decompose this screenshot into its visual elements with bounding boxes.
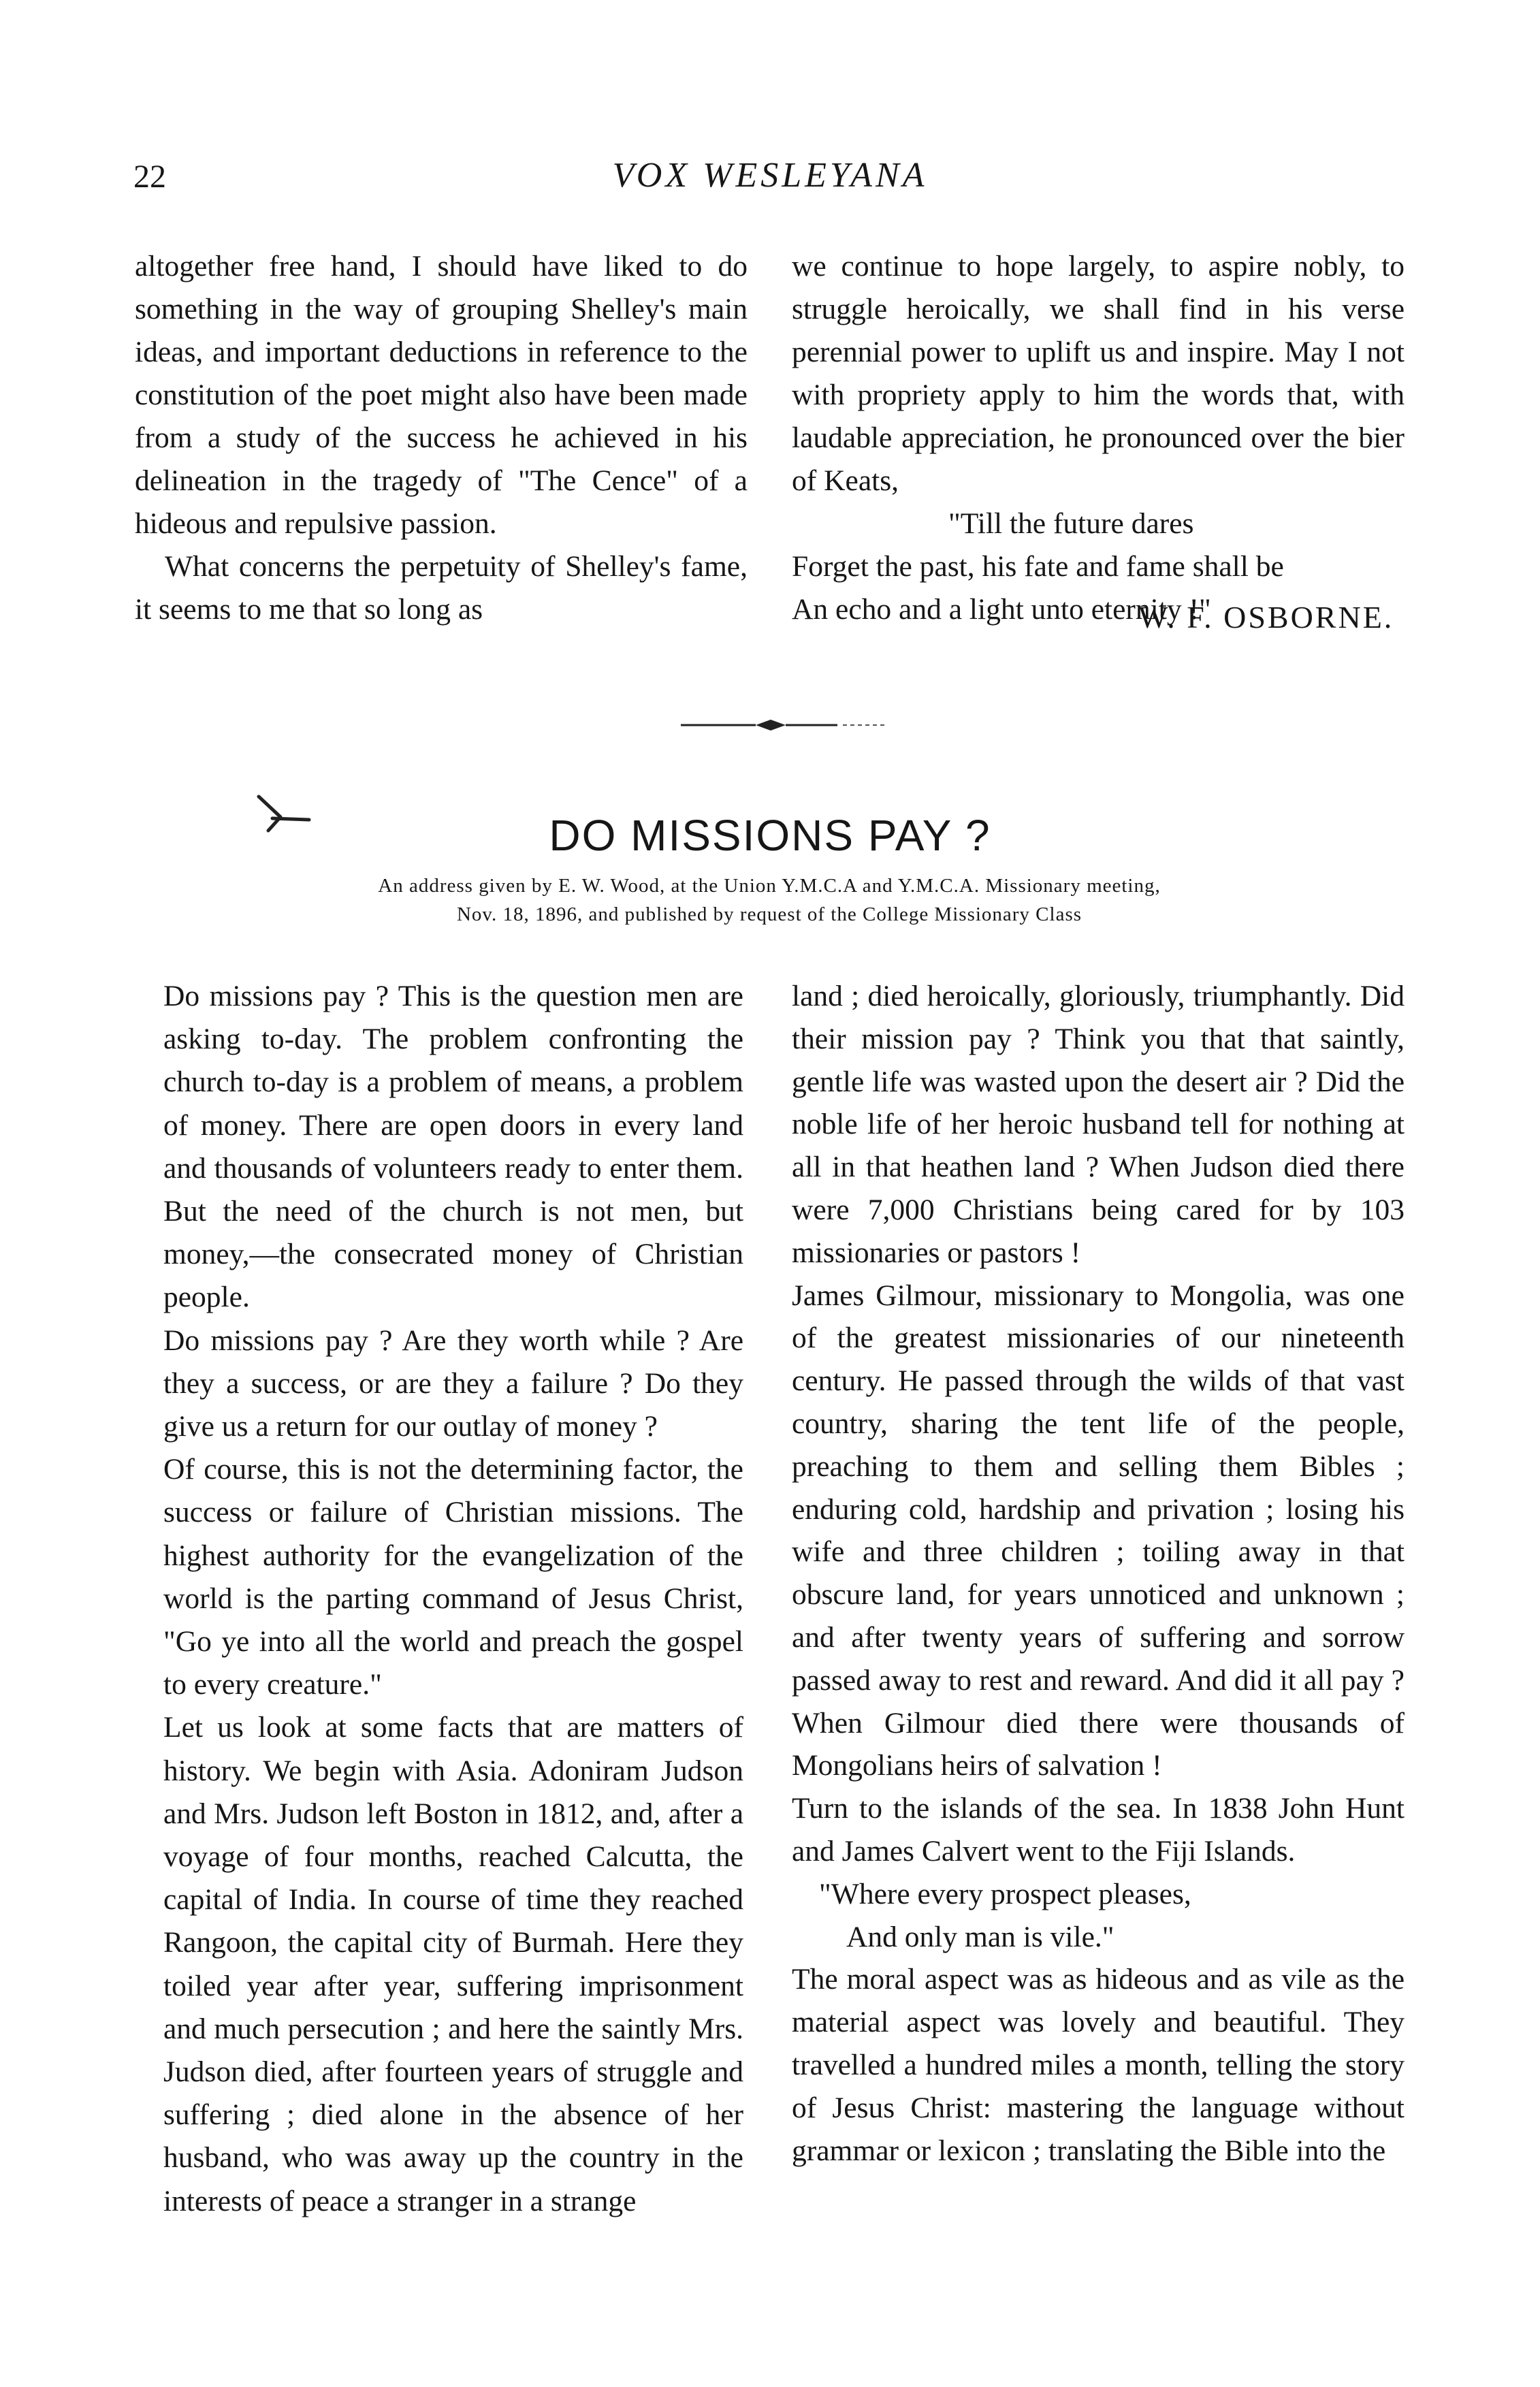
quote-line: And only man is vile." [846,1920,1114,1953]
paragraph: altogether free hand, I should have liked to do something in the way of grouping Shelley's main ideas, and important deductions in reference to the constitution of the poet might also have been made from a study of the success he achieved in his delineation in the tragedy of "The Cence" of a hideous and repulsive passion. [135,250,748,540]
page-number: 22 [133,159,166,195]
bottom-left-column [163,975,743,2223]
paragraph: land ; died heroically, gloriously, triumphantly. Did their mission pay ? Think you that that saintly, gentle life was wasted upon the desert air ? Did the noble life of her heroic husband tell for nothing at all in that heathen land ? When Judson died there were 7,000 Christians being cared for by 103 missionaries or pastors ! [792,980,1405,1269]
paragraph: Do missions pay ? Are they worth while ? Are they a success, or are they a failure ? Do they give us a return for our outlay of money ? [163,1324,743,1443]
article-byline [157,871,1382,929]
byline-line: An address given by E. W. Wood, at the Union Y.M.C.A and Y.M.C.A. Missionary meeting, [378,875,1161,897]
paragraph: Let us look at some facts that are matters of history. We begin with Asia. Adoniram Judson and Mrs. Judson left Boston in 1812, and, after a voyage of four months, reached Calcutta, the capital of India. In course of time they reached Rangoon, the capital city of Burmah. Here they toiled year after year, suffering imprisonment and much persecution ; and here the saintly Mrs. Judson died, after fourteen years of struggle and suffering ; died alone in the absence of her husband, who was away up the country in the interests of peace a stranger in a strange [163,1711,743,2217]
running-title: VOX WESLEYANA [612,156,928,195]
top-right-column [792,245,1405,631]
verse-line: "Till the future dares [948,507,1194,540]
section-divider-ornament [681,715,885,735]
author-signature: W. F. OSBORNE. [1138,600,1394,635]
verse-line: An echo and a light unto eternity !" [792,593,1211,626]
paragraph: What concerns the perpetuity of Shelley's fame, it seems to me that so long as [135,550,748,626]
paragraph: Turn to the islands of the sea. In 1838 John Hunt and James Calvert went to the Fiji Islands. [792,1792,1405,1868]
paragraph: James Gilmour, missionary to Mongolia, was one of the greatest missionaries of our nineteenth century. He passed through the wilds of that vast country, sharing the tent life of the people, preaching to them and selling them Bibles ; enduring cold, hardship and privation ; losing his wife and three children ; toiling away in that obscure land, for years unnoticed and unknown ; and after twenty years of suffering and sorrow passed away to rest and reward. And did it all pay ? When Gilmour died there were thousands of Mongolians heirs of salvation ! [792,1279,1405,1782]
paragraph: The moral aspect was as hideous and as vile as the material aspect was lovely and beautiful. They travelled a hundred miles a month, telling the story of Jesus Christ: mastering the language without grammar or lexicon ; translating the Bible into the [792,1963,1405,2167]
article-title: DO MISSIONS PAY ? [549,811,991,860]
paragraph: Do missions pay ? This is the question men are asking to-day. The problem confronting the church to-day is a problem of means, a problem of money. There are open doors in every land and thousands of volunteers ready to enter them. But the need of the church is not men, but money,—the consecrated money of Christian people. [163,980,743,1314]
paragraph: Of course, this is not the determining factor, the success or failure of Christian missions. The highest authority for the evangelization of the world is the parting command of Jesus Christ, "Go ye into all the world and preach the gospel to every creature." [163,1453,743,1701]
top-left-column [135,245,748,631]
byline-line: Nov. 18, 1896, and published by request of the College Missionary Class [456,903,1082,925]
paragraph: we continue to hope largely, to aspire nobly, to struggle heroically, we shall find in his verse perennial power to uplift us and inspire. May I not with propriety apply to him the words that, with laudable appreciation, he pronounced over the bier of Keats, [792,250,1405,497]
poem-quotation [792,1873,1405,1959]
quote-line: "Where every prospect pleases, [819,1877,1191,1910]
bottom-right-column [792,975,1405,2172]
verse-line: Forget the past, his fate and fame shall be [792,550,1284,583]
